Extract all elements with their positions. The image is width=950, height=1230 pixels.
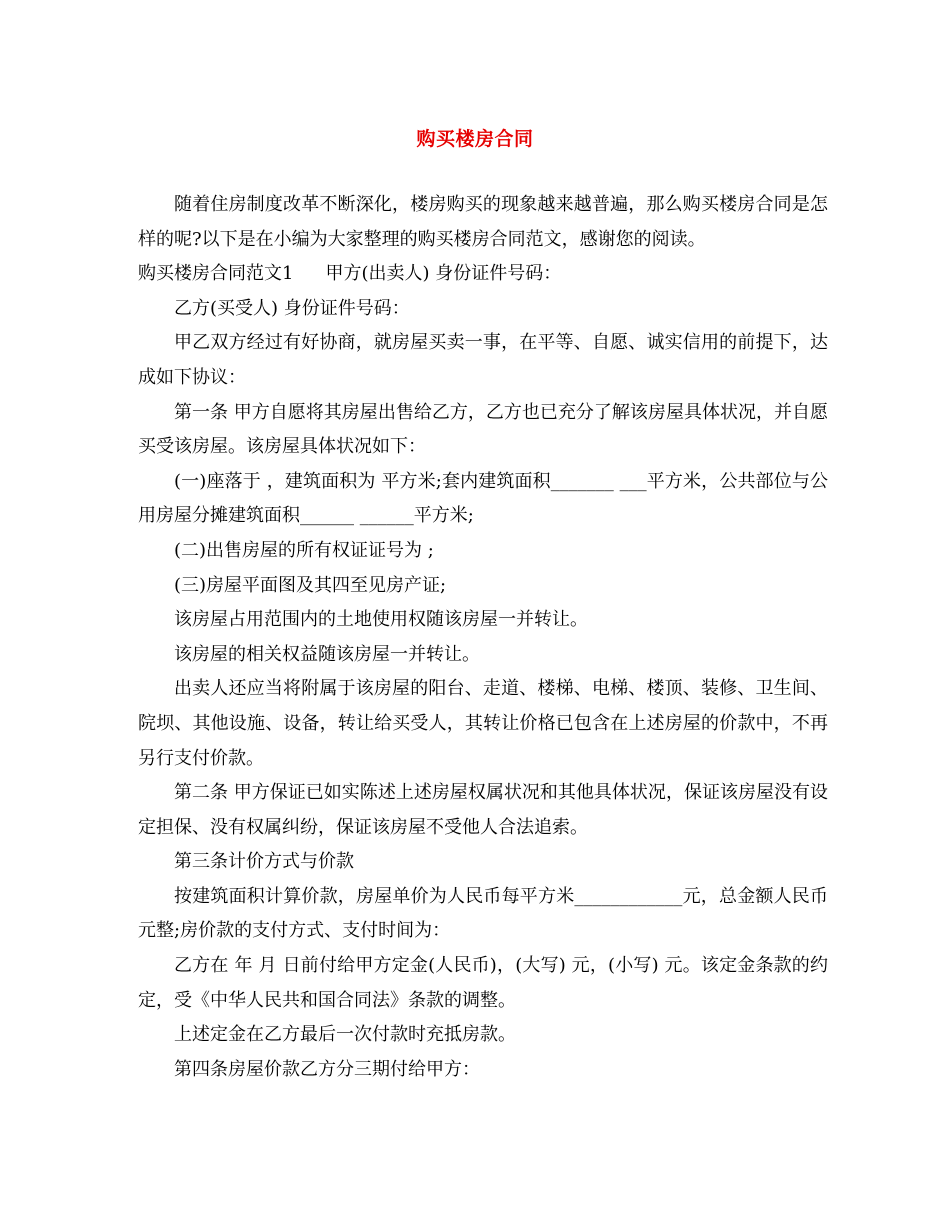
document-title: 购买楼房合同 [416, 128, 534, 150]
document-body [138, 188, 828, 1087]
article-1-item-2: (二)出售房屋的所有权证证号为 ; [174, 539, 434, 561]
land-use-paragraph: 该房屋占用范围内的土地使用权随该房屋一并转让。 [174, 609, 588, 631]
sample-label: 购买楼房合同范文1 [138, 263, 294, 285]
deposit-offset-paragraph: 上述定金在乙方最后一次付款时充抵房款。 [174, 1024, 516, 1046]
article-3-heading: 第三条计价方式与价款 [174, 851, 354, 873]
article-1-item-1: (一)座落于 ，建筑面积为 平方米;套内建筑面积_______ ___平方米，公共部位与公用房屋分摊建筑面积______ ______平方米; [138, 470, 828, 527]
intro-paragraph: 随着住房制度改革不断深化，楼房购买的现象越来越普遍，那么购买楼房合同是怎样的呢?以下是在小编为大家整理的购买楼房合同范文，感谢您的阅读。 [138, 194, 828, 250]
article-1: 第一条 甲方自愿将其房屋出售给乙方，乙方也已充分了解该房屋具体状况，并自愿买受该房屋。该房屋具体状况如下： [138, 401, 828, 458]
facilities-paragraph: 出卖人还应当将附属于该房屋的阳台、走道、楼梯、电梯、楼顶、装修、卫生间、院坝、其他设施、设备，转让给买受人，其转让价格已包含在上述房屋的价款中，不再另行支付价款。 [138, 678, 828, 769]
deposit-paragraph: 乙方在 年 月 日前付给甲方定金(人民币)，(大写) 元，(小写) 元。该定金条款的约定，受《中华人民共和国合同法》条款的调整。 [138, 955, 828, 1011]
party-b-line: 乙方(买受人) 身份证件号码： [174, 297, 410, 319]
article-2: 第二条 甲方保证已如实陈述上述房屋权属状况和其他具体状况，保证该房屋没有设定担保、没有权属纠纷，保证该房屋不受他人合法追索。 [138, 782, 828, 838]
sample-heading-line [138, 257, 828, 292]
article-1-item-3: (三)房屋平面图及其四至见房产证; [174, 574, 447, 596]
rights-paragraph: 该房屋的相关权益随该房屋一并转让。 [174, 643, 480, 665]
article-3-price: 按建筑面积计算价款，房屋单价为人民币每平方米____________元，总金额人民币 元整;房价款的支付方式、支付时间为： [138, 885, 828, 942]
agreement-preamble: 甲乙双方经过有好协商，就房屋买卖一事，在平等、自愿、诚实信用的前提下，达成如下协议： [138, 332, 828, 388]
article-4-heading: 第四条房屋价款乙方分三期付给甲方： [174, 1058, 480, 1080]
party-a-line: 甲方(出卖人) 身份证件号码： [325, 263, 562, 285]
